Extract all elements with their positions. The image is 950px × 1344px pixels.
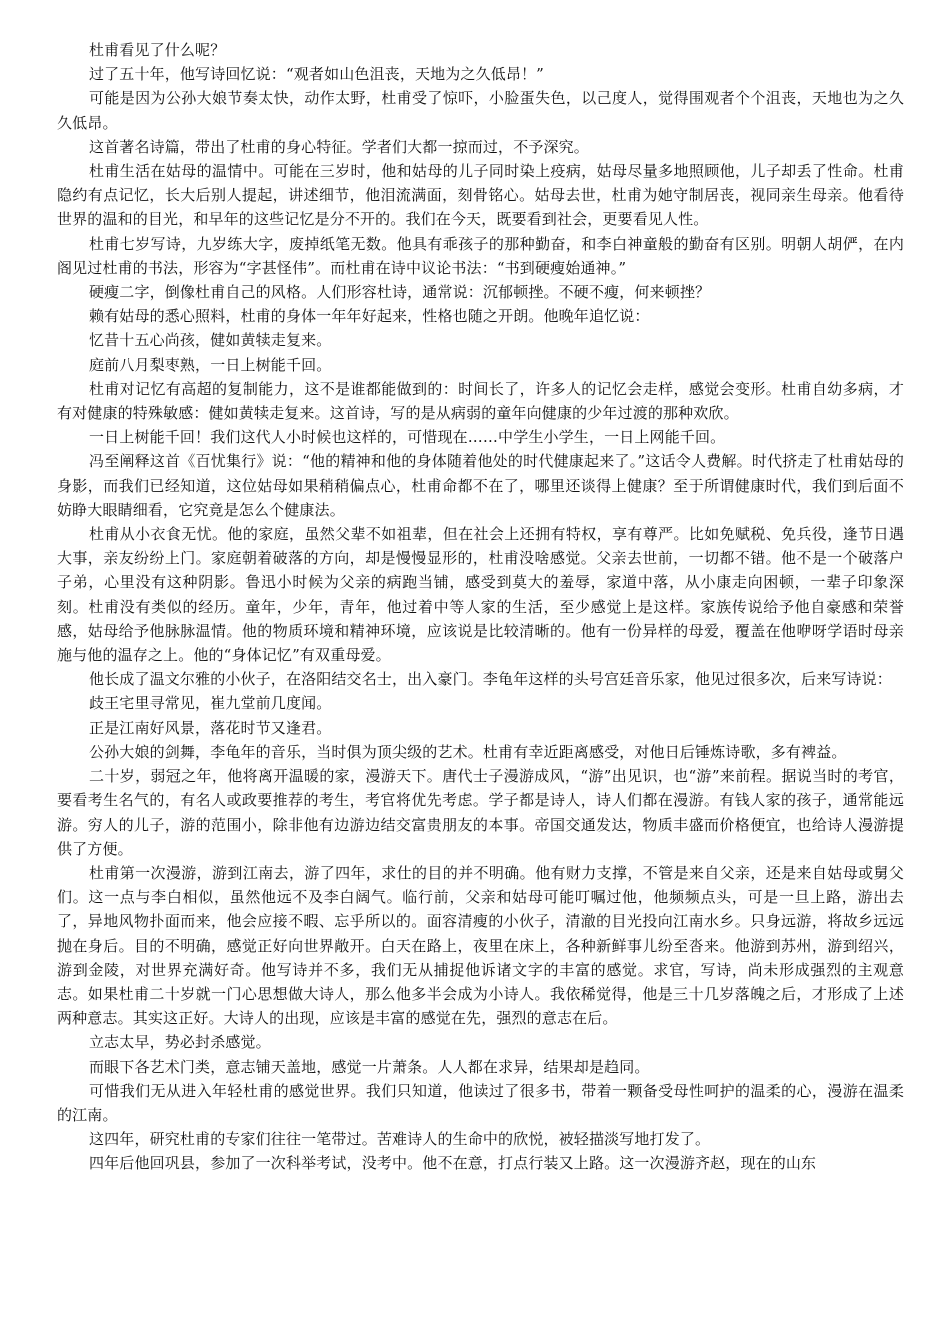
paragraph: 杜甫看见了什么呢？ bbox=[89, 41, 226, 59]
paragraph: 这首著名诗篇，带出了杜甫的身心特征。学者们大都一掠而过，不予深究。 bbox=[89, 137, 589, 156]
poem-line: 歧王宅里寻常见，崔九堂前几度闻。 bbox=[89, 694, 332, 713]
poem-line: 忆昔十五心尚孩，健如黄犊走复来。 bbox=[89, 331, 332, 350]
paragraph: 杜甫生活在姑母的温情中。可能在三岁时，他和姑母的儿子同时染上疫病，姑母尽量多地照顾他，儿子却丢了性命。杜甫隐约有点记忆，长大后别人提起，讲述细节，他泪流满面，刻骨铭心。姑母去世，杜甫为她守制居丧，视同亲生母亲。他看待世界的温和的目光，和早年的这些记忆是分不开的。我们在今天，既要看到社会，更要看见人性。 bbox=[57, 162, 904, 229]
paragraph: 一日上树能千回！我们这代人小时候也这样的，可惜现在……中学生小学生，一日上网能千回。 bbox=[89, 428, 726, 447]
poem-line: 正是江南好风景，落花时节又逢君。 bbox=[89, 718, 332, 737]
paragraph: 四年后他回巩县，参加了一次科举考试，没考中。他不在意，打点行装又上路。这一次漫游齐赵，现在的山东 bbox=[89, 1154, 817, 1173]
paragraph: 这四年，研究杜甫的专家们往往一笔带过。苦难诗人的生命中的欣悦，被轻描淡写地打发了。 bbox=[89, 1130, 711, 1149]
paragraph: 硬瘦二字，倒像杜甫自己的风格。人们形容杜诗，通常说：沉郁顿挫。不硬不瘦，何来顿挫？ bbox=[89, 283, 711, 302]
paragraph: 他长成了温文尔雅的小伙子，在洛阳结交名士，出入豪门。李龟年这样的头号宫廷音乐家，他见过很多次，后来写诗说： bbox=[89, 670, 892, 689]
paragraph: 公孙大娘的剑舞，李龟年的音乐，当时俱为顶尖级的艺术。杜甫有幸近距离感受，对他日后锤炼诗歌，多有裨益。 bbox=[89, 742, 847, 761]
paragraph: 冯至阐释这首《百忧集行》说：“他的精神和他的身体随着他处的时代健康起来了。”这话令人费解。时代挤走了杜甫姑母的身影，而我们已经知道，这位姑母如果稍稍偏点心，杜甫命都不在了，哪里还谈得上健康？至于所谓健康时代，我们到后面不妨睁大眼睛细看，它究竟是怎么个健康法。 bbox=[57, 452, 904, 519]
paragraph: 杜甫对记忆有高超的复制能力，这不是谁都能做到的：时间长了，许多人的记忆会走样，感觉会变形。杜甫自幼多病，才有对健康的特殊敏感：健如黄犊走复来。这首诗，写的是从病弱的童年向健康的少年过渡的那种欢欣。 bbox=[57, 379, 904, 423]
paragraph: 二十岁，弱冠之年，他将离开温暖的家，漫游天下。唐代士子漫游成风，“游”出见识，也“游”来前程。据说当时的考官，要看考生名气的，有名人或政要推荐的考生，考官将优先考虑。学子都是诗人，诗人们都在漫游。有钱人家的孩子，通常能远游。穷人的儿子，游的范围小，除非他有边游边结交富贵朋友的本事。帝国交通发达，物质丰盛而价格便宜，也给诗人漫游提供了方便。 bbox=[57, 767, 904, 858]
paragraph: 杜甫从小衣食无忧。他的家庭，虽然父辈不如祖辈，但在社会上还拥有特权，享有尊严。比如免赋税、免兵役，逢节日遇大事，亲友纷纷上门。家庭朝着破落的方向，却是慢慢显形的，杜甫没啥感觉。父亲去世前，一切都不错。他不是一个破落户子弟，心里没有这种阴影。鲁迅小时候为父亲的病跑当铺，感受到莫大的羞辱，家道中落，从小康走向困顿，一辈子印象深刻。杜甫没有类似的经历。童年，少年，青年，他过着中等人家的生活，至少感觉上是这样。家族传说给予他自豪感和荣誉感，姑母给予他脉脉温情。他的物质环境和精神环境，应该说是比较清晰的。他有一份异样的母爱，覆盖在他咿呀学语时母亲施与他的温存之上。他的“身体记忆”有双重母爱。 bbox=[57, 525, 904, 665]
paragraph: 过了五十年，他写诗回忆说：“观者如山色沮丧，天地为之久低昂！” bbox=[89, 65, 544, 84]
paragraph: 立志太早，势必封杀感觉。 bbox=[89, 1033, 271, 1052]
paragraph: 而眼下各艺术门类，意志铺天盖地，感觉一片萧条。人人都在求异，结果却是趋同。 bbox=[89, 1057, 650, 1076]
paragraph: 杜甫七岁写诗，九岁练大字，废掉纸笔无数。他具有乖孩子的那种勤奋，和李白神童般的勤奋有区别。明朝人胡俨，在内阁见过杜甫的书法，形容为“字甚怪伟”。而杜甫在诗中议论书法：“书到硬瘦始通神。” bbox=[57, 234, 904, 277]
poem-line: 庭前八月梨枣熟，一日上树能千回。 bbox=[89, 355, 332, 374]
paragraph: 可惜我们无从进入年轻杜甫的感觉世界。我们只知道，他读过了很多书，带着一颗备受母性呵护的温柔的心，漫游在温柔的江南。 bbox=[57, 1081, 904, 1124]
document-body bbox=[57, 38, 904, 1176]
paragraph: 杜甫第一次漫游，游到江南去，游了四年，求仕的目的并不明确。他有财力支撑，不管是来自父亲，还是来自姑母或舅父们。这一点与李白相似，虽然他远不及李白阔气。临行前，父亲和姑母可能叮嘱过他，他频频点头，可是一旦上路，游出去了，异地风物扑面而来，他会应接不暇、忘乎所以的。面容清瘦的小伙子，清澈的目光投向江南水乡。只身远游，将故乡远远抛在身后。目的不明确，感觉正好向世界敞开。白天在路上，夜里在床上，各种新鲜事儿纷至沓来。他游到苏州，游到绍兴，游到金陵，对世界充满好奇。他写诗并不多，我们无从捕捉他诉诸文字的丰富的感觉。求官，写诗，尚未形成强烈的主观意志。如果杜甫二十岁就一门心思想做大诗人，那么他多半会成为小诗人。我依稀觉得，他是三十几岁落魄之后，才形成了上述两种意志。其实这正好。大诗人的出现，应该是丰富的感觉在先，强烈的意志在后。 bbox=[57, 863, 904, 1028]
paragraph: 赖有姑母的悉心照料，杜甫的身体一年年好起来，性格也随之开朗。他晚年追忆说： bbox=[89, 307, 650, 326]
paragraph: 可能是因为公孙大娘节奏太快，动作太野，杜甫受了惊吓，小脸蛋失色，以己度人，觉得围观者个个沮丧，天地也为之久久低昂。 bbox=[57, 89, 904, 132]
